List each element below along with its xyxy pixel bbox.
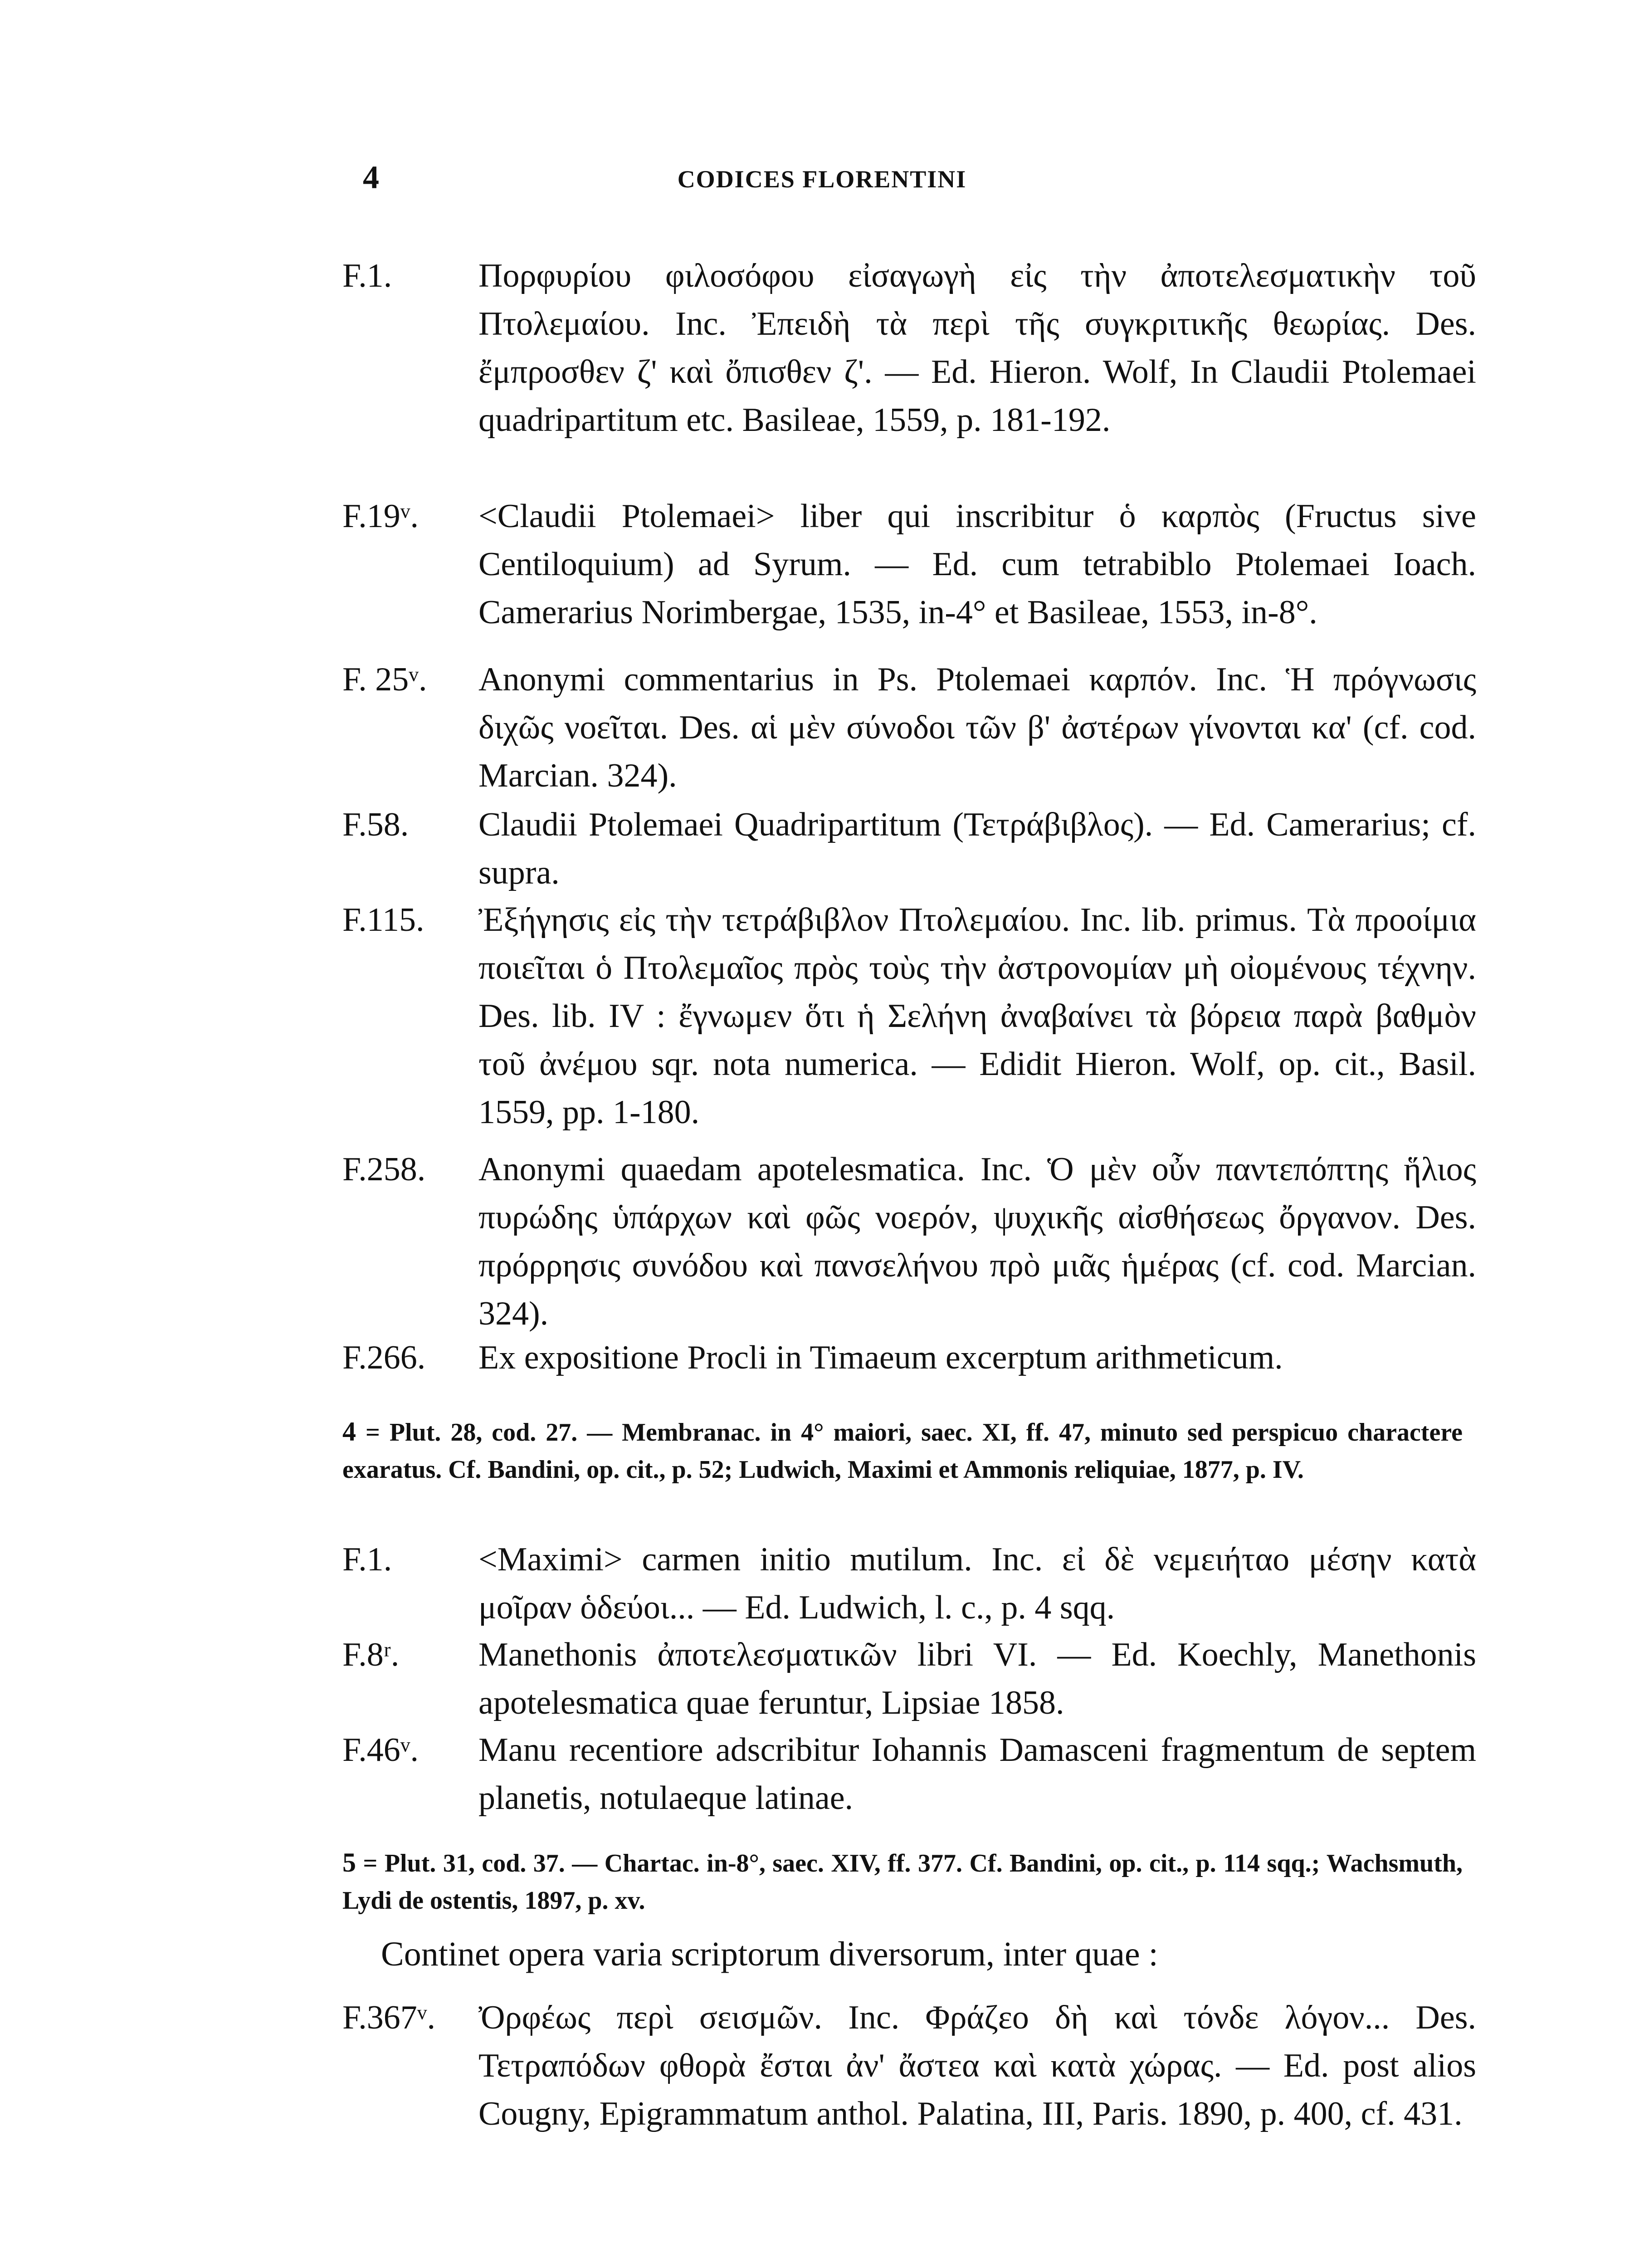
folio-label: F.115.	[342, 901, 424, 938]
folio-label: F.58.	[342, 806, 409, 843]
entry-text: Ὀρφέως περὶ σεισμῶν. Inc. Φράζεο δὴ καὶ τόνδε λόγον... Des. Τετραπόδων φθορὰ ἔσται ἀν' ἄστεα καὶ κατὰ χώρας. — Ed. post alios Cougny, Epigrammatum anthol. Palatina, III, Paris. 1890, p. 400, cf. 431.	[478, 1999, 1476, 2132]
entry-f8r	[342, 1631, 1476, 1727]
codex-description	[342, 1413, 1463, 1488]
codex-description-text: = Plut. 31, cod. 37. — Chartac. in-8°, saec. XIV, ff. 377. Cf. Bandini, op. cit., p. 114 sqq.; Wachsmuth, Lydi de ostentis, 1897, p. xv.	[342, 1849, 1463, 1915]
entry-f46v	[342, 1726, 1476, 1822]
running-title: CODICES FLORENTINI	[677, 166, 967, 193]
entry-f266	[342, 1334, 1476, 1382]
entry-text: Manu recentiore adscribitur Iohannis Damasceni fragmentum de septem planetis, notulaeque latinae.	[478, 1731, 1476, 1817]
entry-f115	[342, 896, 1476, 1136]
entry-f367v	[342, 1994, 1476, 2138]
entry-text: Ex expositione Procli in Timaeum excerptum arithmeticum.	[478, 1339, 1283, 1376]
entry-text: <Maximi> carmen initio mutilum. Inc. εἰ δὲ νεμειήταο μέσην κατὰ μοῖραν ὁδεύοι... — Ed. Ludwich, l. c., p. 4 sqq.	[478, 1541, 1476, 1626]
entry-text: Πορφυρίου φιλοσόφου εἰσαγωγὴ εἰς τὴν ἀποτελεσματικὴν τοῦ Πτολεμαίου. Inc. Ἐπειδὴ τὰ περὶ τῆς συγκριτικῆς θεωρίας. Des. ἔμπροσθεν ζ' καὶ ὄπισθεν ζ'. — Ed. Hieron. Wolf, In Claudii Ptolemaei quadripartitum etc. Basileae, 1559, p. 181-192.	[478, 257, 1476, 439]
entry-text: Anonymi quaedam apotelesmatica. Inc. Ὁ μὲν οὖν παντεπόπτης ἥλιος πυρώδης ὑπάρχων καὶ φῶς νοερόν, ψυχικῆς αἰσθήσεως ὄργανον. Des. πρόρρησις συνόδου καὶ πανσελήνου πρὸ μιᾶς ἡμέρας (cf. cod. Marcian. 324).	[478, 1151, 1476, 1332]
entry-f19v	[342, 492, 1476, 636]
entry-text: Manethonis ἀποτελεσματικῶν libri VI. — Ed. Koechly, Manethonis apotelesmatica quae feruntur, Lipsiae 1858.	[478, 1636, 1476, 1721]
page-number: 4	[363, 159, 379, 196]
entry-text: Claudii Ptolemaei Quadripartitum (Τετράβιβλος). — Ed. Camerarius; cf. supra.	[478, 806, 1476, 891]
folio-label: F.1.	[342, 1541, 392, 1578]
codex-description-text: = Plut. 28, cod. 27. — Membranac. in 4° maiori, saec. XI, ff. 47, minuto sed perspicuo charactere exaratus. Cf. Bandini, op. cit., p. 52; Ludwich, Maximi et Ammonis reliquiae, 1877, p. IV.	[342, 1418, 1463, 1484]
entry-f1	[342, 1535, 1476, 1632]
running-head	[0, 159, 1644, 204]
entry-text: <Claudii Ptolemaei> liber qui inscribitur ὁ καρπὸς (Fructus sive Centiloquium) ad Syrum. — Ed. cum tetrabiblo Ptolemaei Ioach. Camerarius Norimbergae, 1535, in-4° et Basileae, 1553, in-8°.	[478, 498, 1476, 631]
codex-number: 5	[342, 1848, 356, 1877]
entry-text: Anonymi commentarius in Ps. Ptolemaei καρπόν. Inc. Ἡ πρόγνωσις διχῶς νοεῖται. Des. αἱ μὲν σύνοδοι τῶν β' ἀστέρων γίνονται κα' (cf. cod. Marcian. 324).	[478, 661, 1476, 794]
codex-number: 4	[342, 1417, 356, 1447]
folio-label: F.266.	[342, 1339, 426, 1376]
folio-label: F.367ᵛ.	[342, 1999, 435, 2036]
folio-label: F.1.	[342, 257, 392, 294]
entry-f258	[342, 1145, 1476, 1338]
folio-label: F.46ᵛ.	[342, 1731, 419, 1769]
codex-description	[342, 1844, 1463, 1919]
entry-f58	[342, 801, 1476, 897]
folio-label: F.19ᵛ.	[342, 498, 419, 535]
folio-label: F.8ʳ.	[342, 1636, 400, 1673]
entry-f1	[342, 252, 1476, 444]
entry-text: Ἐξήγησις εἰς τὴν τετράβιβλον Πτολεμαίου. Inc. lib. primus. Τὰ προοίμια ποιεῖται ὁ Πτολεμαῖος πρὸς τοὺς τὴν ἀστρονομίαν μὴ οἰομένους τέχνην. Des. lib. IV : ἔγνωμεν ὅτι ἡ Σελήνη ἀναβαίνει τὰ βόρεια παρὰ βαθμὸν τοῦ ἀνέμου sqr. nota numerica. — Edidit Hieron. Wolf, op. cit., Basil. 1559, pp. 1-180.	[478, 901, 1476, 1131]
entry-f25v	[342, 655, 1476, 800]
folio-label: F.258.	[342, 1151, 426, 1188]
folio-label: F. 25ᵛ.	[342, 661, 427, 698]
contents-intro: Continet opera varia scriptorum diversorum, inter quae :	[381, 1935, 1158, 1973]
